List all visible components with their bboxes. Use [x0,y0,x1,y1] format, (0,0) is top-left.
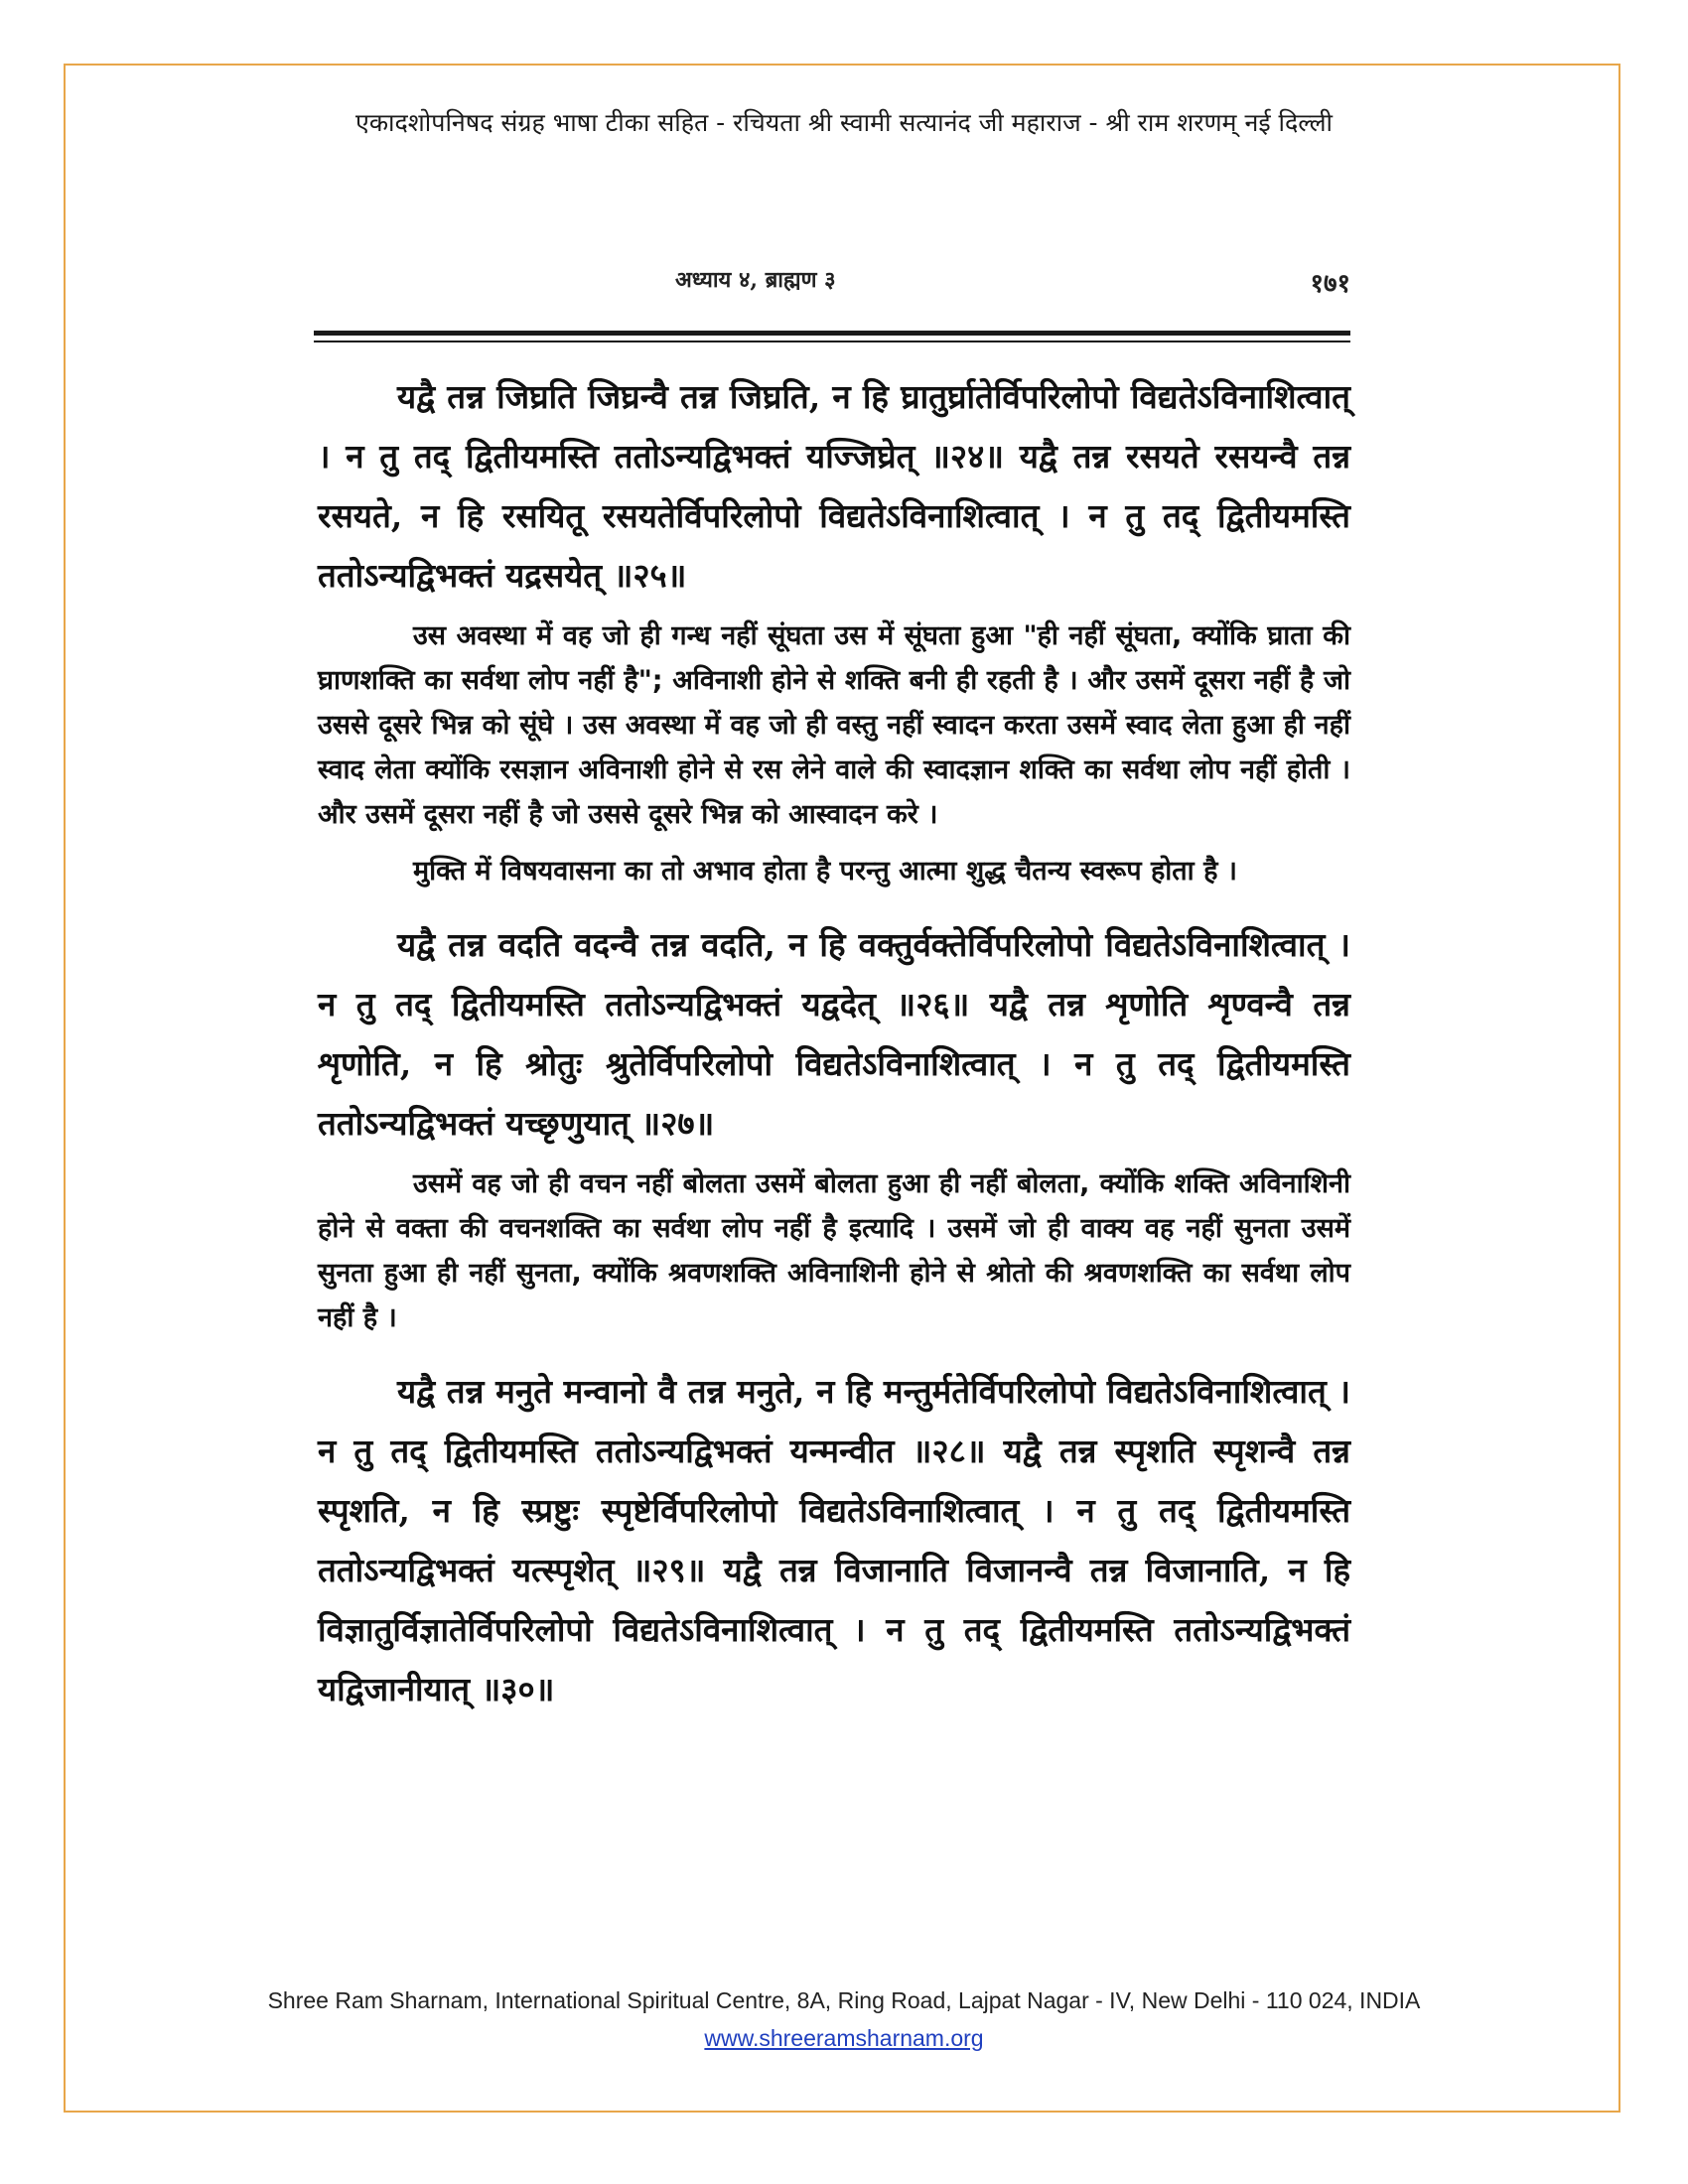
sanskrit-verse-28-30: यद्वै तन्न मनुते मन्वानो वै तन्न मनुते, न हि मन्तुर्मतेर्विपरिलोपो विद्यतेऽविनाशित्वात् । न तु तद् द्वितीयमस्ति ततोऽन्यद्विभक्तं यन्मन्वीत ॥२८॥ यद्वै तन्न स्पृशति स्पृशन्वै तन्न स्पृशति, न हि स्प्रष्टुः स्पृष्टेर्विपरिलोपो विद्यतेऽविनाशित्वात् । न तु तद् द्वितीयमस्ति ततोऽन्यद्विभक्तं यत्स्पृशेत् ॥२९॥ यद्वै तन्न विजानाति विजानन्वै तन्न विजानाति, न हि विज्ञातुर्विज्ञातेर्विपरिलोपो विद्यतेऽविनाशित्वात् । न तु तद् द्वितीयमस्ति ततोऽन्यद्विभक्तं यद्विजानीयात् ॥३०॥ [318,1372,1350,1708]
page-body [318,367,1350,1727]
sanskrit-verse-26-27: यद्वै तन्न वदति वदन्वै तन्न वदति, न हि वक्तुर्वक्तेर्विपरिलोपो विद्यतेऽविनाशित्वात् । न तु तद् द्वितीयमस्ति ततोऽन्यद्विभक्तं यद्वदेत् ॥२६॥ यद्वै तन्न शृणोति शृण्वन्वै तन्न शृणोति, न हि श्रोतुः श्रुतेर्विपरिलोपो विद्यतेऽविनाशित्वात् । न तु तद् द्वितीयमस्ति ततोऽन्यद्विभक्तं यच्छृणुयात् ॥२७॥ [318,925,1350,1143]
website-link[interactable]: www.shreeramsharnam.org [704,2025,984,2051]
hindi-note-mukti: मुक्ति में विषयवासना का तो अभाव होता है परन्तु आत्मा शुद्ध चैतन्य स्वरूप होता है । [413,856,1238,887]
hindi-translation-26-27: उसमें वह जो ही वचन नहीं बोलता उसमें बोलता हुआ ही नहीं बोलता, क्योंकि शक्ति अविनाशिनी होने से वक्ता की वचनशक्ति का सर्वथा लोप नहीं है इत्यादि । उसमें जो ही वाक्य वह नहीं सुनता उसमें सुनता हुआ ही नहीं सुनता, क्योंकि श्रवणशक्ति अविनाशिनी होने से श्रोतो की श्रवणशक्ति का सर्वथा लोप नहीं है । [318,1168,1350,1333]
page-number: १७१ [1310,269,1350,299]
header-rule-thin [314,341,1350,342]
footer-address: Shree Ram Sharnam, International Spiritual Centre, 8A, Ring Road, Lajpat Nagar - IV, New Delhi - 110 024, INDIA [267,1987,1421,2013]
chapter-label: अध्याय ४, ब्राह्मण ३ [675,267,836,293]
sanskrit-verse-24-25: यद्वै तन्न जिघ्रति जिघ्रन्वै तन्न जिघ्रति, न हि घ्रातुर्घ्रातेर्विपरिलोपो विद्यतेऽविनाशित्वात् । न तु तद् द्वितीयमस्ति ततोऽन्यद्विभक्तं यज्जिघ्रेत् ॥२४॥ यद्वै तन्न रसयते रसयन्वै तन्न रसयते, न हि रसयितू रसयतेर्विपरिलोपो विद्यतेऽविनाशित्वात् । न तु तद् द्वितीयमस्ति ततोऽन्यद्विभक्तं यद्रसयेत् ॥२५॥ [318,377,1350,595]
running-head [318,260,1350,300]
footer-website [0,2025,1688,2052]
document-header: एकादशोपनिषद संग्रह भाषा टीका सहित - रचियता श्री स्वामी सत्यानंद जी महाराज - श्री राम शरणम् नई दिल्ली [355,108,1333,137]
header-rule-thick [314,331,1350,336]
hindi-translation-24-25: उस अवस्था में वह जो ही गन्ध नहीं सूंघता उस में सूंघता हुआ "ही नहीं सूंघता, क्योंकि घ्राता की घ्राणशक्ति का सर्वथा लोप नहीं है"; अविनाशी होने से शक्ति बनी ही रहती है । और उसमें दूसरा नहीं है जो उससे दूसरे भिन्न को सूंघे । उस अवस्था में वह जो ही वस्तु नहीं स्वादन करता उसमें स्वाद लेता हुआ ही नहीं स्वाद लेता क्योंकि रसज्ञान अविनाशी होने से रस लेने वाले की स्वादज्ञान शक्ति का सर्वथा लोप नहीं होती । और उसमें दूसरा नहीं है जो उससे दूसरे भिन्न को आस्वादन करे । [318,620,1350,830]
